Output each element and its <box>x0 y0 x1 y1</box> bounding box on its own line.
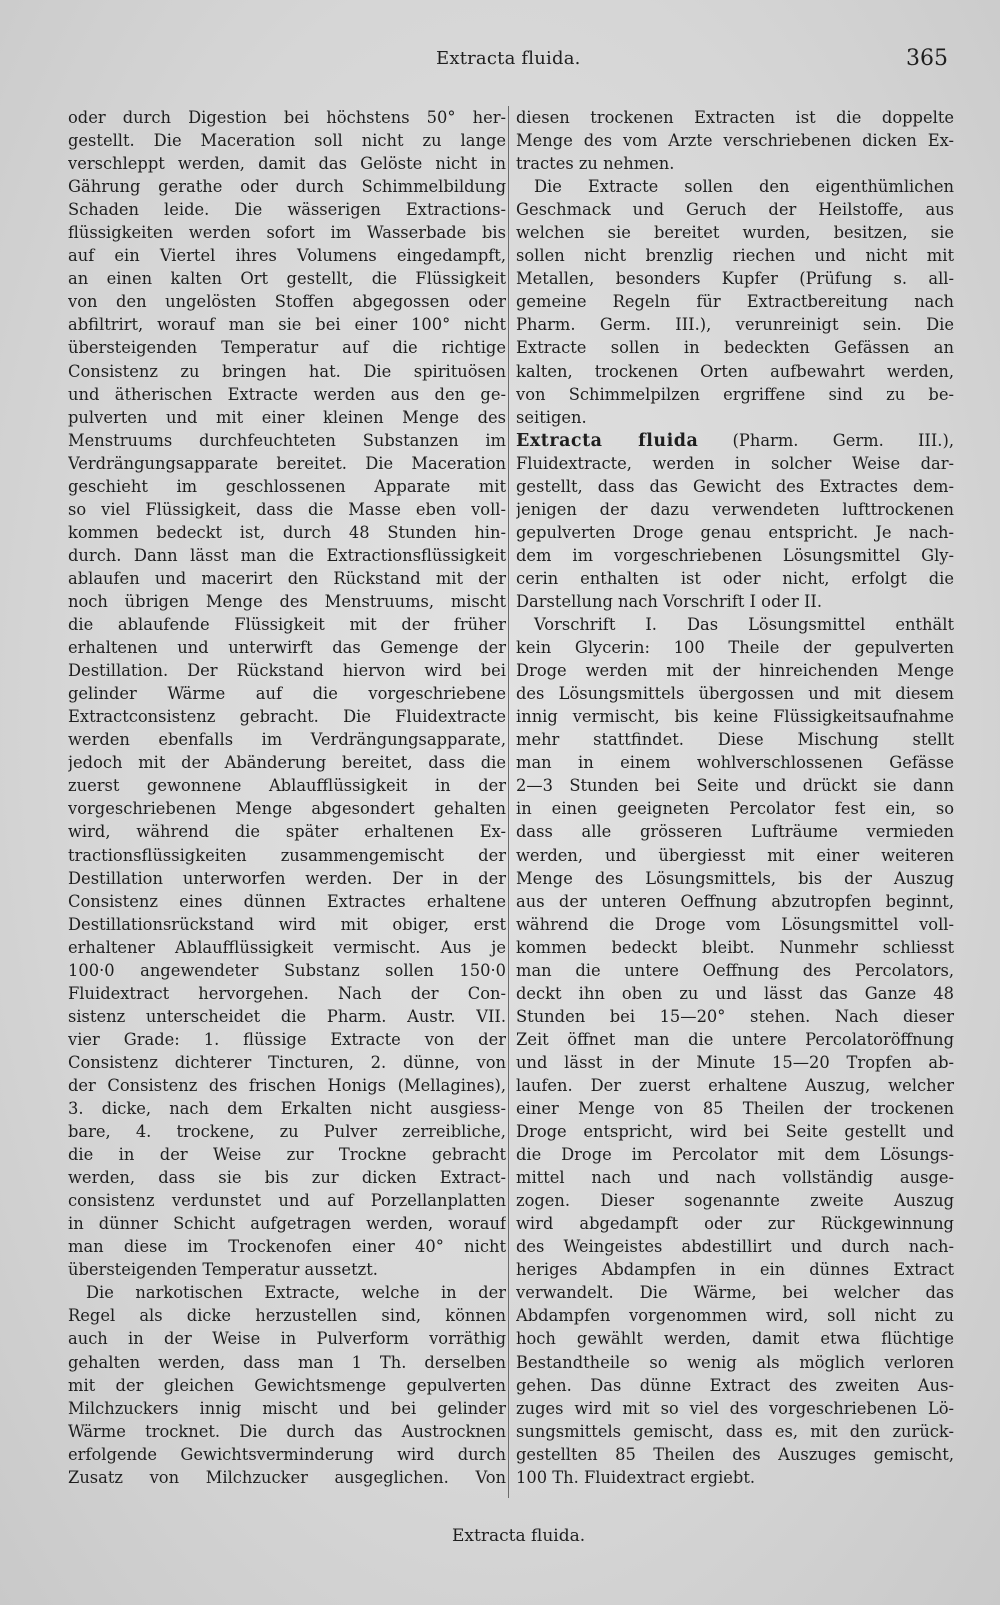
text-line: dem im vorgeschriebenen Lösungsmittel Gly- <box>516 545 954 565</box>
text-line: Zusatz von Milchzucker ausgeglichen. Von <box>68 1467 506 1487</box>
text-line: Extracte sollen in bedeckten Gefässen an <box>516 338 954 358</box>
text-line: zogen. Dieser sogenannte zweite Auszug <box>516 1191 954 1211</box>
text-line: zuges wird mit so viel des vorgeschriebenen Lö- <box>516 1398 954 1418</box>
text-line: auf ein Viertel ihres Volumens eingedampft, <box>68 246 506 266</box>
text-line: von den ungelösten Stoffen abgegossen oder <box>68 292 506 312</box>
catchword-footer: Extracta fluida. <box>452 1526 586 1546</box>
text-line: erhaltener Ablaufflüssigkeit vermischt. Aus je <box>68 937 506 957</box>
text-line: mehr stattfindet. Diese Mischung stellt <box>516 730 954 750</box>
text-line: werden, und übergiesst mit einer weiteren <box>516 845 954 865</box>
text-line: Consistenz dichterer Tincturen, 2. dünne, von <box>68 1052 506 1072</box>
text-line: des Weingeistes abdestillirt und durch nach- <box>516 1237 954 1257</box>
text-line: seitigen. <box>516 407 587 427</box>
text-line: dass alle grösseren Lufträume vermieden <box>516 822 954 842</box>
text-line: Menge des vom Arzte verschriebenen dicken Ex- <box>516 131 954 151</box>
text-line: Metallen, besonders Kupfer (Prüfung s. all- <box>516 269 954 289</box>
text-line: pulverten und mit einer kleinen Menge des <box>68 407 506 427</box>
text-line: man in einem wohlverschlossenen Gefässe <box>516 753 954 773</box>
text-line: Consistenz zu bringen hat. Die spirituösen <box>68 361 506 381</box>
text-line: diesen trockenen Extracten ist die doppelte <box>516 108 954 127</box>
text-line: Zeit öffnet man die untere Percolatoröffnung <box>516 1029 954 1049</box>
text-line: welchen sie bereitet wurden, besitzen, sie <box>516 223 954 243</box>
text-line: Droge entspricht, wird bei Seite gestellt und <box>516 1122 954 1142</box>
text-line: die in der Weise zur Trockne gebracht <box>68 1145 506 1165</box>
text-line: tractes zu nehmen. <box>516 154 675 174</box>
text-line: deckt ihn oben zu und lässt das Ganze 48 <box>516 983 954 1003</box>
text-line: Die narkotischen Extracte, welche in der <box>86 1283 506 1303</box>
text-line: man die untere Oeffnung des Percolators, <box>516 960 954 980</box>
text-line: verwandelt. Die Wärme, bei welcher das <box>516 1283 954 1303</box>
text-line: Destillation unterworfen werden. Der in der <box>68 868 506 888</box>
text-line: während die Droge vom Lösungsmittel voll- <box>516 914 954 934</box>
text-line: Extractconsistenz gebracht. Die Fluidextracte <box>68 707 506 727</box>
text-line: tractionsflüssigkeiten zusammengemischt der <box>68 845 506 865</box>
text-line: an einen kalten Ort gestellt, die Flüssigkeit <box>68 269 506 289</box>
text-line: kein Glycerin: 100 Theile der gepulverten <box>516 638 954 658</box>
text-line: wird abgedampft oder zur Rückgewinnung <box>516 1214 954 1234</box>
text-line: Pharm. Germ. III.), verunreinigt sein. Die <box>516 315 954 335</box>
text-line: und lässt in der Minute 15—20 Tropfen ab- <box>516 1052 954 1072</box>
text-line: in dünner Schicht aufgetragen werden, worauf <box>68 1214 506 1234</box>
text-line: mit der gleichen Gewichtsmenge gepulverten <box>68 1375 506 1395</box>
text-line: Bestandtheile so wenig als möglich verloren <box>516 1352 954 1372</box>
text-line: Abdampfen vorgenommen wird, soll nicht zu <box>516 1306 954 1326</box>
section-heading: Extracta fluida <box>516 430 699 451</box>
text-line: kommen bedeckt bleibt. Nunmehr schliesst <box>516 937 954 957</box>
text-line: verschleppt werden, damit das Gelöste nicht in <box>68 154 506 174</box>
text-line: Menge des Lösungsmittels, bis der Auszug <box>516 868 954 888</box>
text-line: wird, während die später erhaltenen Ex- <box>68 822 506 842</box>
text-line: 100·0 angewendeter Substanz sollen 150·0 <box>68 960 506 980</box>
text-line: Schaden leide. Die wässerigen Extractions- <box>68 200 506 220</box>
text-line: auch in der Weise in Pulverform vorräthig <box>68 1329 506 1349</box>
text-line: in einen geeigneten Percolator fest ein, so <box>516 799 954 819</box>
text-line: gehalten werden, dass man 1 Th. derselben <box>68 1352 506 1372</box>
text-line: kalten, trockenen Orten aufbewahrt werden, <box>516 361 954 381</box>
text-line: cerin enthalten ist oder nicht, erfolgt die <box>516 568 954 588</box>
page-number: 365 <box>906 46 948 71</box>
text-line: aus der unteren Oeffnung abzutropfen beginnt, <box>516 891 954 911</box>
text-line: Die Extracte sollen den eigenthümlichen <box>534 177 954 197</box>
text-line: Darstellung nach Vorschrift I oder II. <box>516 591 823 611</box>
text-line: man diese im Trockenofen einer 40° nicht <box>68 1237 506 1257</box>
text-line: des Lösungsmittels übergossen und mit diesem <box>516 684 954 704</box>
text-line: Droge werden mit der hinreichenden Menge <box>516 661 954 681</box>
text-line: Destillation. Der Rückstand hiervon wird bei <box>68 661 506 681</box>
text-line: flüssigkeiten werden sofort im Wasserbade bis <box>68 223 506 243</box>
text-line: erfolgende Gewichtsverminderung wird durch <box>68 1444 506 1464</box>
text-line: Stunden bei 15—20° stehen. Nach dieser <box>516 1006 954 1026</box>
section-heading-citation: (Pharm. Germ. III.), <box>698 430 954 450</box>
left-column <box>68 106 506 1489</box>
text-line: Milchzuckers innig mischt und bei gelinder <box>68 1398 506 1418</box>
text-line: gestellt, dass das Gewicht des Extractes dem- <box>516 476 954 496</box>
running-title: Extracta fluida. <box>436 48 581 69</box>
text-line: erhaltenen und unterwirft das Gemenge der <box>68 638 506 658</box>
text-line: übersteigenden Temperatur auf die richtige <box>68 338 506 358</box>
text-line: gestellt. Die Maceration soll nicht zu lange <box>68 131 506 151</box>
text-line: bare, 4. trockene, zu Pulver zerreibliche, <box>68 1122 506 1142</box>
text-line: gepulverten Droge genau entspricht. Je nach- <box>516 522 954 542</box>
text-line: jedoch mit der Abänderung bereitet, dass die <box>68 753 506 773</box>
text-line: gemeine Regeln für Extractbereitung nach <box>516 292 954 312</box>
text-line: geschieht im geschlossenen Apparate mit <box>68 476 506 496</box>
text-line: jenigen der dazu verwendeten lufttrockenen <box>516 499 954 519</box>
text-line: zuerst gewonnene Ablaufflüssigkeit in der <box>68 776 506 796</box>
text-line: Fluidextracte, werden in solcher Weise dar- <box>516 453 954 473</box>
text-line: hoch gewählt werden, damit etwa flüchtige <box>516 1329 954 1349</box>
text-line: ablaufen und macerirt den Rückstand mit der <box>68 568 506 588</box>
text-line: Wärme trocknet. Die durch das Austrocknen <box>68 1421 506 1441</box>
text-line: oder durch Digestion bei höchstens 50° her- <box>68 108 506 127</box>
text-line: Verdrängungsapparate bereitet. Die Maceration <box>68 453 506 473</box>
section-heading-line <box>516 429 954 452</box>
text-line: 3. dicke, nach dem Erkalten nicht ausgiess- <box>68 1099 506 1119</box>
text-line: innig vermischt, bis keine Flüssigkeitsaufnahme <box>516 707 954 727</box>
text-line: 100 Th. Fluidextract ergiebt. <box>516 1467 756 1487</box>
text-line: Geschmack und Geruch der Heilstoffe, aus <box>516 200 954 220</box>
text-line: noch übrigen Menge des Menstruums, mischt <box>68 591 506 611</box>
text-line: mittel nach und nach vollständig ausge- <box>516 1168 954 1188</box>
text-line: gelinder Wärme auf die vorgeschriebene <box>68 684 506 704</box>
text-line: übersteigenden Temperatur aussetzt. <box>68 1260 378 1280</box>
right-column <box>516 106 954 1489</box>
text-line: die Droge im Percolator mit dem Lösungs- <box>516 1145 954 1165</box>
text-line: vorgeschriebenen Menge abgesondert gehalten <box>68 799 506 819</box>
text-line: durch. Dann lässt man die Extractionsflüssigkeit <box>68 545 506 565</box>
text-line: und ätherischen Extracte werden aus den ge- <box>68 384 506 404</box>
text-line: Gährung gerathe oder durch Schimmelbildung <box>68 177 506 197</box>
text-line: werden, dass sie bis zur dicken Extract- <box>68 1168 506 1188</box>
text-line: vier Grade: 1. flüssige Extracte von der <box>68 1029 506 1049</box>
text-line: Vorschrift I. Das Lösungsmittel enthält <box>534 615 954 635</box>
text-line: Destillationsrückstand wird mit obiger, erst <box>68 914 506 934</box>
text-line: so viel Flüssigkeit, dass die Masse eben voll- <box>68 499 506 519</box>
text-line: der Consistenz des frischen Honigs (Mellagines), <box>68 1075 506 1095</box>
text-line: gestellten 85 Theilen des Auszuges gemischt, <box>516 1444 954 1464</box>
text-line: gehen. Das dünne Extract des zweiten Aus- <box>516 1375 954 1395</box>
column-divider <box>508 106 509 1498</box>
text-line: heriges Abdampfen in ein dünnes Extract <box>516 1260 954 1280</box>
text-line: Consistenz eines dünnen Extractes erhaltene <box>68 891 506 911</box>
text-line: die ablaufende Flüssigkeit mit der früher <box>68 615 506 635</box>
text-line: werden ebenfalls im Verdrängungsapparate, <box>68 730 506 750</box>
text-line: von Schimmelpilzen ergriffene sind zu be- <box>516 384 954 404</box>
text-line: 2—3 Stunden bei Seite und drückt sie dann <box>516 776 954 796</box>
text-line: sollen nicht brenzlig riechen und nicht mit <box>516 246 954 266</box>
text-line: sistenz unterscheidet die Pharm. Austr. VII. <box>68 1006 506 1026</box>
text-line: Fluidextract hervorgehen. Nach der Con- <box>68 983 506 1003</box>
text-line: einer Menge von 85 Theilen der trockenen <box>516 1099 954 1119</box>
text-line: sungsmittels gemischt, dass es, mit den zurück- <box>516 1421 954 1441</box>
text-line: Regel als dicke herzustellen sind, können <box>68 1306 506 1326</box>
text-line: kommen bedeckt ist, durch 48 Stunden hin- <box>68 522 506 542</box>
text-line: consistenz verdunstet und auf Porzellanplatten <box>68 1191 506 1211</box>
text-line: Menstruums durchfeuchteten Substanzen im <box>68 430 506 450</box>
text-line: abfiltrirt, worauf man sie bei einer 100° nicht <box>68 315 506 335</box>
text-line: laufen. Der zuerst erhaltene Auszug, welcher <box>516 1075 954 1095</box>
